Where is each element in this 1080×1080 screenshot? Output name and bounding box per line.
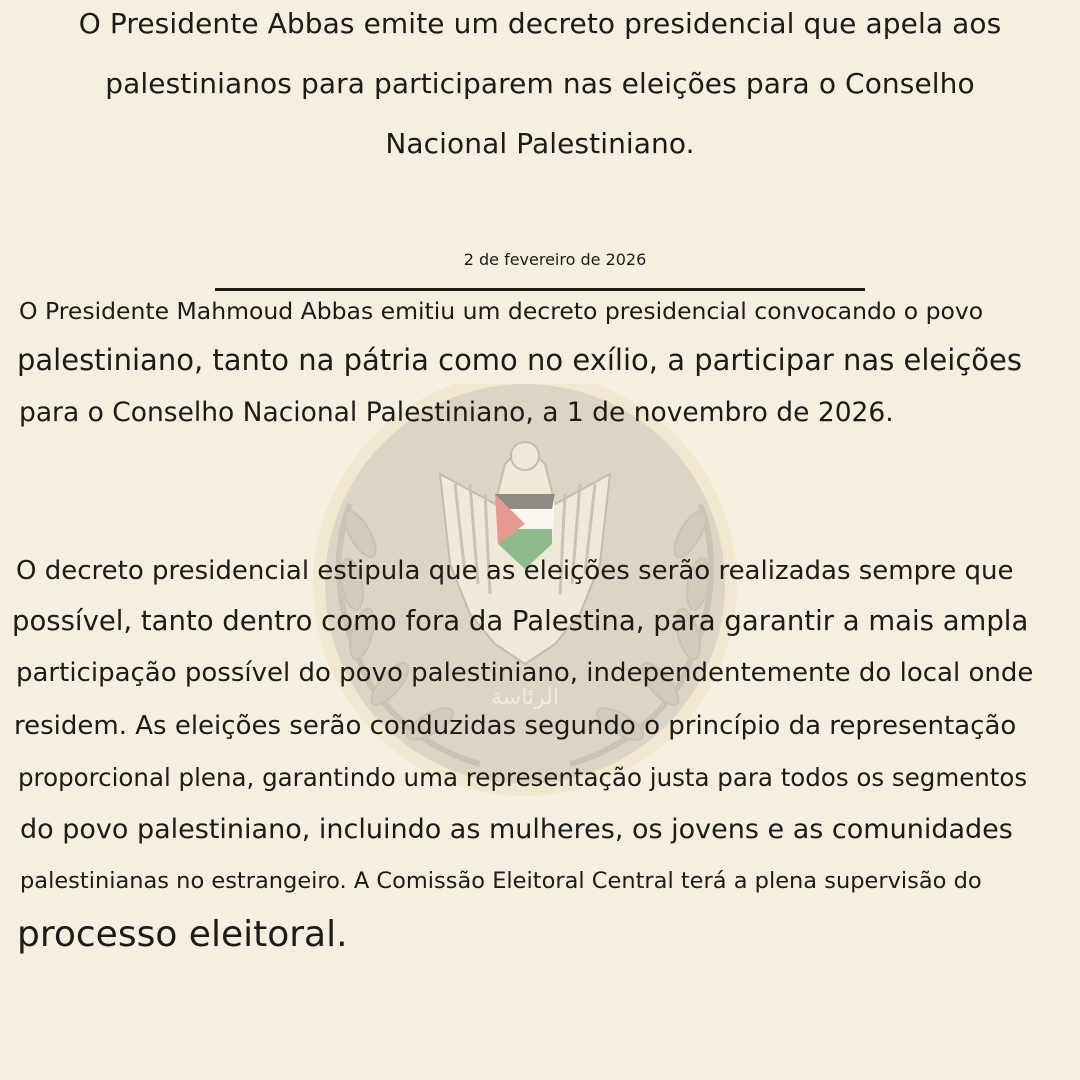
- publication-date: 2 de fevereiro de 2026: [463, 250, 647, 269]
- emblem-caption: الرئاسة: [490, 685, 560, 710]
- paragraph-2-line-7: palestinianas no estrangeiro. A Comissão Eleitoral Central terá a plena supervisão do: [20, 868, 982, 894]
- paragraph-2-line-8: processo eleitoral.: [17, 914, 348, 955]
- paragraph-1-line-3: para o Conselho Nacional Palestiniano, a 1 de novembro de 2026.: [19, 397, 894, 428]
- paragraph-2-line-1: O decreto presidencial estipula que as eleições serão realizadas sempre que: [16, 556, 1014, 586]
- paragraph-1-line-2: palestiniano, tanto na pátria como no exílio, a participar nas eleições: [17, 343, 1022, 377]
- headline-line-3: Nacional Palestiniano.: [385, 127, 695, 160]
- paragraph-2-line-2: possível, tanto dentro como fora da Palestina, para garantir a mais ampla: [12, 605, 1029, 637]
- divider-rule: [215, 288, 865, 291]
- headline-line-2: palestinianos para participarem nas eleições para o Conselho: [105, 67, 975, 100]
- paragraph-2-line-4: residem. As eleições serão conduzidas segundo o princípio da representação: [14, 711, 1017, 741]
- presidency-emblem-watermark: [290, 384, 760, 804]
- headline-line-1: O Presidente Abbas emite um decreto presidencial que apela aos: [78, 7, 1002, 40]
- paragraph-1-line-1: O Presidente Mahmoud Abbas emitiu um decreto presidencial convocando o povo: [19, 297, 984, 325]
- paragraph-2-line-3: participação possível do povo palestiniano, independentemente do local onde: [16, 658, 1034, 688]
- paragraph-2-line-6: do povo palestiniano, incluindo as mulheres, os jovens e as comunidades: [20, 814, 1013, 845]
- paragraph-2-line-5: proporcional plena, garantindo uma representação justa para todos os segmentos: [18, 763, 1028, 792]
